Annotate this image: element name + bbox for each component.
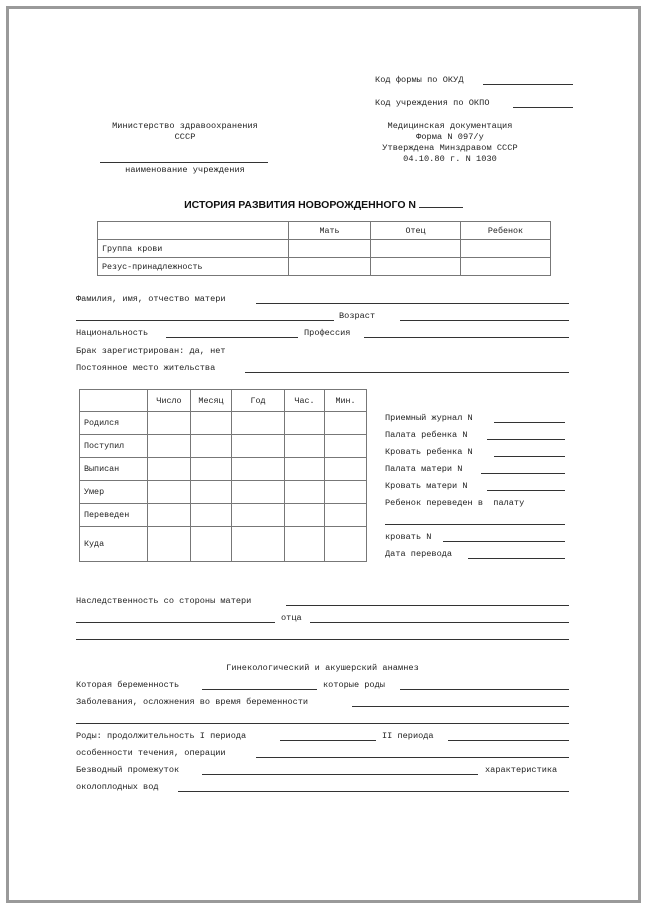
mother-name-field[interactable] xyxy=(256,303,569,304)
date-cell[interactable] xyxy=(232,527,285,562)
characteristics-label: характеристика xyxy=(485,765,558,775)
waterless-field[interactable] xyxy=(202,774,478,775)
column-header: Число xyxy=(148,390,191,412)
blood-group-child-cell[interactable] xyxy=(461,240,551,258)
date-cell[interactable] xyxy=(325,504,367,527)
transfer-date-label: Дата перевода xyxy=(385,549,453,559)
nationality-label: Национальность xyxy=(76,328,149,338)
dates-table xyxy=(79,389,367,562)
period2-label: II периода xyxy=(382,731,434,741)
child-bed-field[interactable] xyxy=(494,456,565,457)
rh-mother-cell[interactable] xyxy=(289,258,371,276)
transferred-ward-field[interactable] xyxy=(385,524,565,525)
approved-date: 04.10.80 г. N 1030 xyxy=(403,154,497,164)
profession-label: Профессия xyxy=(304,328,351,338)
date-cell[interactable] xyxy=(232,504,285,527)
blood-group-father-cell[interactable] xyxy=(371,240,461,258)
mother-ward-field[interactable] xyxy=(481,473,565,474)
blood-table-corner xyxy=(98,222,289,240)
child-bed-label: Кровать ребенка N xyxy=(385,447,473,457)
diseases-label: Заболевания, осложнения во время беременности xyxy=(76,697,309,707)
date-cell[interactable] xyxy=(148,435,191,458)
table-row xyxy=(80,458,367,481)
mother-name-field-cont[interactable] xyxy=(76,320,334,321)
date-cell[interactable] xyxy=(148,527,191,562)
institution-field[interactable] xyxy=(100,162,268,163)
blood-type-table xyxy=(97,221,551,276)
heredity-father-label: отца xyxy=(281,613,302,623)
date-cell[interactable] xyxy=(232,435,285,458)
date-cell[interactable] xyxy=(191,504,232,527)
bed-label: кровать N xyxy=(385,532,432,542)
date-cell[interactable] xyxy=(148,458,191,481)
pregnancy-field[interactable] xyxy=(202,689,317,690)
row-label: Переведен xyxy=(80,504,148,527)
okpo-field[interactable] xyxy=(513,107,573,108)
amniotic-label: околоплодных вод xyxy=(76,782,159,792)
date-cell[interactable] xyxy=(325,458,367,481)
admission-journal-field[interactable] xyxy=(494,422,565,423)
child-ward-label: Палата ребенка N xyxy=(385,430,468,440)
dates-table-corner xyxy=(80,390,148,412)
features-label: особенности течения, операции xyxy=(76,748,226,758)
transfer-date-field[interactable] xyxy=(468,558,565,559)
row-label: Выписан xyxy=(80,458,148,481)
date-cell[interactable] xyxy=(148,481,191,504)
transferred-label: Ребенок переведен в палату xyxy=(385,498,525,508)
mother-ward-label: Палата матери N xyxy=(385,464,463,474)
page-title: ИСТОРИЯ РАЗВИТИЯ НОВОРОЖДЕННОГО N xyxy=(0,198,647,211)
date-cell[interactable] xyxy=(325,481,367,504)
date-cell[interactable] xyxy=(285,504,325,527)
institution-caption: наименование учреждения xyxy=(125,165,245,175)
birth-label: которые роды xyxy=(323,680,385,690)
mother-bed-label: Кровать матери N xyxy=(385,481,468,491)
date-cell[interactable] xyxy=(191,458,232,481)
ministry-label: Министерство здравоохранения xyxy=(112,121,258,131)
okud-label: Код формы по ОКУД xyxy=(375,75,464,85)
age-field[interactable] xyxy=(400,320,569,321)
doc-type: Медицинская документация xyxy=(387,121,513,131)
column-header: Месяц xyxy=(191,390,232,412)
blood-group-mother-cell[interactable] xyxy=(289,240,371,258)
row-label: Поступил xyxy=(80,435,148,458)
row-label: Куда xyxy=(80,527,148,562)
heredity-mother-label: Наследственность со стороны матери xyxy=(76,596,252,606)
mother-name-label: Фамилия, имя, отчество матери xyxy=(76,294,226,304)
date-cell[interactable] xyxy=(325,435,367,458)
marriage-label: Брак зарегистрирован: да, нет xyxy=(76,346,226,356)
date-cell[interactable] xyxy=(285,481,325,504)
okud-field[interactable] xyxy=(483,84,573,85)
row-label: Резус-принадлежность xyxy=(98,258,289,276)
column-header: Год xyxy=(232,390,285,412)
heredity-father-field[interactable] xyxy=(310,622,569,623)
date-cell[interactable] xyxy=(325,412,367,435)
residence-field[interactable] xyxy=(245,372,569,373)
birth-field[interactable] xyxy=(400,689,569,690)
date-cell[interactable] xyxy=(285,527,325,562)
table-row xyxy=(80,435,367,458)
profession-field[interactable] xyxy=(364,337,569,338)
anamnesis-title: Гинекологический и акушерский анамнез xyxy=(226,663,419,673)
column-header: Отец xyxy=(371,222,461,240)
date-cell[interactable] xyxy=(148,504,191,527)
table-row xyxy=(80,504,367,527)
labor-label: Роды: продолжительность I периода xyxy=(76,731,247,741)
date-cell[interactable] xyxy=(191,412,232,435)
column-header: Ребенок xyxy=(461,222,551,240)
column-header: Час. xyxy=(285,390,325,412)
date-cell[interactable] xyxy=(191,527,232,562)
rh-child-cell[interactable] xyxy=(461,258,551,276)
approved-by: Утверждена Минздравом СССР xyxy=(382,143,518,153)
row-label: Группа крови xyxy=(98,240,289,258)
admission-journal-label: Приемный журнал N xyxy=(385,413,473,423)
pregnancy-label: Которая беременность xyxy=(76,680,180,690)
date-cell[interactable] xyxy=(191,435,232,458)
rh-father-cell[interactable] xyxy=(371,258,461,276)
age-label: Возраст xyxy=(339,311,376,321)
amniotic-field[interactable] xyxy=(178,791,569,792)
date-cell[interactable] xyxy=(285,458,325,481)
date-cell[interactable] xyxy=(325,527,367,562)
bed-field[interactable] xyxy=(443,541,565,542)
row-label: Родился xyxy=(80,412,148,435)
heredity-mother-field[interactable] xyxy=(286,605,569,606)
table-row xyxy=(80,412,367,435)
waterless-label: Безводный промежуток xyxy=(76,765,180,775)
history-number-field[interactable] xyxy=(419,198,463,208)
form-number: Форма N 097/у xyxy=(416,132,484,142)
date-cell[interactable] xyxy=(148,412,191,435)
residence-label: Постоянное место жительства xyxy=(76,363,216,373)
country-label: СССР xyxy=(174,132,196,142)
features-field[interactable] xyxy=(256,757,569,758)
date-cell[interactable] xyxy=(232,481,285,504)
nationality-field[interactable] xyxy=(166,337,298,338)
heredity-mother-field-cont[interactable] xyxy=(76,622,275,623)
okpo-label: Код учреждения по ОКПО xyxy=(375,98,490,108)
diseases-field[interactable] xyxy=(352,706,569,707)
row-label: Умер xyxy=(80,481,148,504)
mother-bed-field[interactable] xyxy=(487,490,565,491)
date-cell[interactable] xyxy=(232,412,285,435)
table-row xyxy=(80,481,367,504)
date-cell[interactable] xyxy=(191,481,232,504)
date-cell[interactable] xyxy=(285,412,325,435)
date-cell[interactable] xyxy=(232,458,285,481)
column-header: Мин. xyxy=(325,390,367,412)
date-cell[interactable] xyxy=(285,435,325,458)
period2-field[interactable] xyxy=(448,740,569,741)
period1-field[interactable] xyxy=(280,740,376,741)
child-ward-field[interactable] xyxy=(487,439,565,440)
diseases-field-cont[interactable] xyxy=(76,723,569,724)
column-header: Мать xyxy=(289,222,371,240)
heredity-extra-field[interactable] xyxy=(76,639,569,640)
table-row xyxy=(80,527,367,562)
